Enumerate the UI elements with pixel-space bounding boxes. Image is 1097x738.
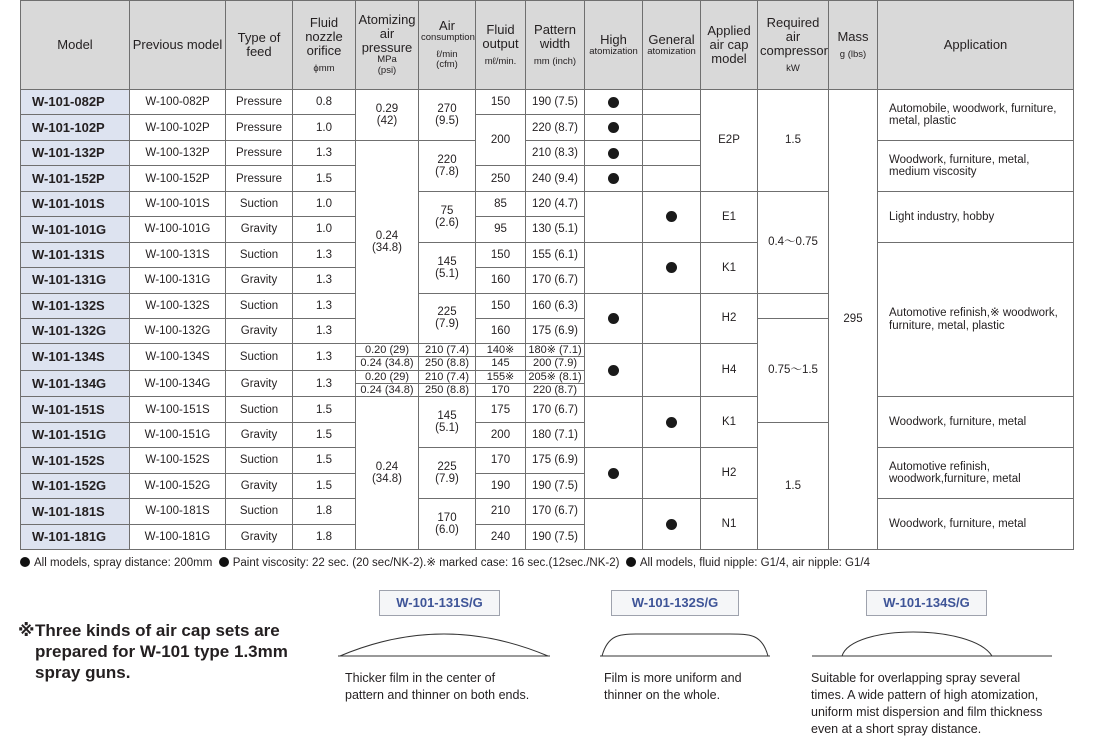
high-atomization-cell: [585, 242, 643, 293]
nozzle-cell: 1.8: [293, 499, 356, 524]
header-general-atomization: General atomization: [643, 1, 701, 90]
pattern-width-cell: 175 (6.9): [526, 448, 585, 473]
high-atomization-cell: [585, 344, 643, 397]
pattern-width-cell: 210 (8.3): [526, 140, 585, 165]
general-atomization-cell: [643, 448, 701, 499]
pattern-label-134: W-101-134S/G: [866, 590, 987, 616]
nozzle-cell: 1.3: [293, 318, 356, 343]
high-atomization-cell: [585, 448, 643, 499]
compressor-cell: 1.5: [758, 90, 829, 192]
fluid-output-cell: [476, 370, 526, 397]
general-atomization-cell: [643, 166, 701, 191]
air-consumption-cell: 145 (5.1): [419, 242, 476, 293]
application-cell: Woodwork, furniture, metal, medium viscosity: [878, 140, 1074, 191]
feed-cell: Suction: [226, 397, 293, 422]
feed-cell: Suction: [226, 191, 293, 216]
feed-cell: Suction: [226, 499, 293, 524]
previous-model-cell: W-100-181S: [130, 499, 226, 524]
high-atomization-cell: [585, 293, 643, 344]
model-cell: W-101-134S: [21, 344, 130, 371]
previous-model-cell: W-100-131S: [130, 242, 226, 267]
model-cell: W-101-102P: [21, 115, 130, 140]
nozzle-cell: 1.3: [293, 242, 356, 267]
split-value: 250 (8.8): [424, 383, 470, 396]
header-model: Model: [21, 1, 130, 90]
split-value: 0.24 (34.8): [360, 383, 414, 396]
previous-model-cell: W-100-102P: [130, 115, 226, 140]
pattern-132-shape: [600, 630, 770, 660]
nozzle-cell: 0.8: [293, 90, 356, 115]
model-cell: W-101-181G: [21, 524, 130, 549]
air-consumption-cell: 225 (7.9): [419, 448, 476, 499]
fluid-output-cell: 150: [476, 90, 526, 115]
high-atomization-dot: [608, 148, 619, 159]
split-value: 0.20 (29): [356, 371, 418, 384]
header-air-consumption: Air consumption ℓ/min (cfm): [419, 1, 476, 90]
note-mark: ※: [18, 621, 35, 640]
general-atomization-cell: [643, 397, 701, 448]
previous-model-cell: W-100-131G: [130, 268, 226, 293]
previous-model-cell: W-100-134G: [130, 370, 226, 397]
feed-cell: Pressure: [226, 115, 293, 140]
split-value: 205※ (8.1): [526, 371, 584, 384]
nozzle-cell: 1.5: [293, 422, 356, 447]
fluid-output-cell: 190: [476, 473, 526, 498]
split-value: 0.20 (29): [356, 344, 418, 357]
high-atomization-dot: [608, 97, 619, 108]
nozzle-cell: 1.3: [293, 293, 356, 318]
split-value: 145: [491, 357, 510, 370]
previous-model-cell: W-100-132S: [130, 293, 226, 318]
description-line: uniform mist dispersion and film thickness: [811, 705, 1043, 719]
feed-cell: Pressure: [226, 166, 293, 191]
air-consumption-cell: [419, 370, 476, 397]
air-cap-cell: H2: [701, 448, 758, 499]
split-value: 155※: [476, 371, 525, 384]
pattern-132-description: [604, 670, 742, 704]
previous-model-cell: W-100-101G: [130, 217, 226, 242]
model-cell: W-101-132G: [21, 318, 130, 343]
general-atomization-cell: [643, 242, 701, 293]
air-cap-note: Three kinds of air cap sets are prepared for W-101 type 1.3mm spray guns.: [35, 621, 288, 682]
feed-cell: Gravity: [226, 524, 293, 549]
split-value: 200 (7.9): [532, 357, 578, 370]
pattern-width-cell: 190 (7.5): [526, 524, 585, 549]
model-cell: W-101-151S: [21, 397, 130, 422]
footnote-item: All models, spray distance: 200mm: [34, 557, 213, 569]
nozzle-cell: 1.5: [293, 448, 356, 473]
high-atomization-dot: [608, 122, 619, 133]
split-value: 250 (8.8): [424, 357, 470, 370]
table-row: [21, 140, 1074, 165]
general-atomization-dot: [666, 262, 677, 273]
model-cell: W-101-152P: [21, 166, 130, 191]
fluid-output-cell: 200: [476, 422, 526, 447]
model-cell: W-101-131S: [21, 242, 130, 267]
feed-cell: Pressure: [226, 90, 293, 115]
bullet-icon: [626, 557, 636, 567]
air-cap-cell: H4: [701, 344, 758, 397]
compressor-cell: 0.4〜0.75: [758, 191, 829, 293]
air-consumption-cell: 225 (7.9): [419, 293, 476, 344]
application-cell: Automotive refinish,※ woodwork, furniture, metal, plastic: [878, 242, 1074, 397]
previous-model-cell: W-100-151G: [130, 422, 226, 447]
header-high-atomization: High atomization: [585, 1, 643, 90]
pattern-width-cell: 190 (7.5): [526, 90, 585, 115]
air-cap-cell: N1: [701, 499, 758, 550]
pattern-width-cell: 155 (6.1): [526, 242, 585, 267]
split-value: 210 (7.4): [419, 344, 475, 357]
general-atomization-cell: [643, 90, 701, 115]
description-line: Suitable for overlapping spray several: [811, 671, 1021, 685]
general-atomization-cell: [643, 191, 701, 242]
header-fluid-output: Fluid output mℓ/min.: [476, 1, 526, 90]
air-cap-cell: K1: [701, 397, 758, 448]
pattern-width-cell: 130 (5.1): [526, 217, 585, 242]
fluid-output-cell: 160: [476, 268, 526, 293]
nozzle-cell: 1.8: [293, 524, 356, 549]
high-atomization-cell: [585, 166, 643, 191]
nozzle-cell: 1.3: [293, 344, 356, 371]
spec-table-body: [21, 90, 1074, 550]
footnote: [20, 555, 870, 569]
feed-cell: Gravity: [226, 422, 293, 447]
high-atomization-cell: [585, 115, 643, 140]
previous-model-cell: W-100-151S: [130, 397, 226, 422]
fluid-output-cell: 85: [476, 191, 526, 216]
previous-model-cell: W-100-181G: [130, 524, 226, 549]
previous-model-cell: W-100-152G: [130, 473, 226, 498]
previous-model-cell: W-100-082P: [130, 90, 226, 115]
fluid-output-cell: 210: [476, 499, 526, 524]
description-line: times. A wide pattern of high atomization,: [811, 688, 1039, 702]
nozzle-cell: 1.5: [293, 397, 356, 422]
model-cell: W-101-152S: [21, 448, 130, 473]
pattern-width-cell: 170 (6.7): [526, 499, 585, 524]
nozzle-cell: 1.3: [293, 140, 356, 165]
high-atomization-cell: [585, 499, 643, 550]
fluid-output-cell: 150: [476, 242, 526, 267]
feed-cell: Gravity: [226, 370, 293, 397]
air-consumption-cell: 145 (5.1): [419, 397, 476, 448]
pattern-label-132: W-101-132S/G: [611, 590, 739, 616]
fluid-output-cell: 250: [476, 166, 526, 191]
high-atomization-cell: [585, 90, 643, 115]
air-cap-cell: H2: [701, 293, 758, 344]
split-value: 140※: [476, 344, 525, 357]
model-cell: W-101-132P: [21, 140, 130, 165]
header-previous-model: Previous model: [130, 1, 226, 90]
pressure-cell: 0.24 (34.8): [356, 140, 419, 344]
model-cell: W-101-181S: [21, 499, 130, 524]
pattern-label-131: W-101-131S/G: [379, 590, 500, 616]
table-row: [21, 448, 1074, 473]
header-application: Application: [878, 1, 1074, 90]
header-pattern-width: Pattern width mm (inch): [526, 1, 585, 90]
air-consumption-cell: 170 (6.0): [419, 499, 476, 550]
description-line: thinner on the whole.: [604, 688, 721, 702]
model-cell: W-101-101G: [21, 217, 130, 242]
previous-model-cell: W-100-152P: [130, 166, 226, 191]
pattern-134-shape: [812, 630, 1052, 660]
feed-cell: Suction: [226, 242, 293, 267]
header-type-of-feed: Type of feed: [226, 1, 293, 90]
pattern-131-description: [345, 670, 529, 704]
nozzle-cell: 1.0: [293, 217, 356, 242]
feed-cell: Gravity: [226, 318, 293, 343]
air-consumption-cell: [419, 344, 476, 371]
previous-model-cell: W-100-132P: [130, 140, 226, 165]
general-atomization-cell: [643, 499, 701, 550]
air-consumption-cell: 220 (7.8): [419, 140, 476, 191]
compressor-cell: 1.5: [758, 422, 829, 549]
pattern-width-cell: 170 (6.7): [526, 268, 585, 293]
table-row: [21, 397, 1074, 422]
previous-model-cell: W-100-132G: [130, 318, 226, 343]
general-atomization-dot: [666, 519, 677, 530]
pattern-width-cell: 180 (7.1): [526, 422, 585, 447]
application-cell: Automotive refinish, woodwork,furniture, metal: [878, 448, 1074, 499]
air-consumption-cell: 75 (2.6): [419, 191, 476, 242]
high-atomization-cell: [585, 397, 643, 448]
bullet-icon: [219, 557, 229, 567]
pattern-width-cell: [526, 370, 585, 397]
pattern-width-cell: 220 (8.7): [526, 115, 585, 140]
previous-model-cell: W-100-134S: [130, 344, 226, 371]
application-cell: Woodwork, furniture, metal: [878, 397, 1074, 448]
air-cap-cell: E2P: [701, 90, 758, 192]
high-atomization-dot: [608, 365, 619, 376]
nozzle-cell: 1.0: [293, 115, 356, 140]
high-atomization-dot: [608, 313, 619, 324]
model-cell: W-101-132S: [21, 293, 130, 318]
header-air-cap: Applied air cap model: [701, 1, 758, 90]
pattern-width-cell: [526, 344, 585, 371]
split-value: 170: [491, 383, 510, 396]
pattern-width-cell: 170 (6.7): [526, 397, 585, 422]
general-atomization-cell: [643, 115, 701, 140]
feed-cell: Suction: [226, 293, 293, 318]
footnote-item: Paint viscosity: 22 sec. (20 sec/NK-2).※ marked case: 16 sec.(12sec./NK-2): [232, 557, 620, 569]
pressure-cell: [356, 370, 419, 397]
split-value: 0.24 (34.8): [360, 357, 414, 370]
feed-cell: Gravity: [226, 473, 293, 498]
previous-model-cell: W-100-152S: [130, 448, 226, 473]
header-compressor: Required air compressor kW: [758, 1, 829, 90]
model-cell: W-101-101S: [21, 191, 130, 216]
header-atomizing-pressure: Atomizing air pressure MPa (psi): [356, 1, 419, 90]
pattern-width-cell: 175 (6.9): [526, 318, 585, 343]
description-line: pattern and thinner on both ends.: [345, 688, 530, 702]
split-value: 210 (7.4): [419, 371, 475, 384]
pattern-width-cell: 240 (9.4): [526, 166, 585, 191]
feed-cell: Gravity: [226, 217, 293, 242]
description-line: Thicker film in the center of: [345, 671, 496, 685]
feed-cell: Gravity: [226, 268, 293, 293]
general-atomization-dot: [666, 417, 677, 428]
nozzle-cell: 1.3: [293, 370, 356, 397]
spec-table: [20, 0, 1074, 550]
general-atomization-dot: [666, 211, 677, 222]
footnote-item: All models, fluid nipple: G1/4, air nipple: G1/4: [639, 557, 870, 569]
general-atomization-cell: [643, 344, 701, 397]
high-atomization-cell: [585, 191, 643, 242]
feed-cell: Suction: [226, 344, 293, 371]
header-fluid-nozzle: Fluid nozzle orifice ϕmm: [293, 1, 356, 90]
pressure-cell: 0.24 (34.8): [356, 397, 419, 550]
model-cell: W-101-131G: [21, 268, 130, 293]
air-cap-cell: K1: [701, 242, 758, 293]
feed-cell: Pressure: [226, 140, 293, 165]
pattern-width-cell: 160 (6.3): [526, 293, 585, 318]
air-cap-cell: E1: [701, 191, 758, 242]
pressure-cell: [356, 344, 419, 371]
fluid-output-cell: 150: [476, 293, 526, 318]
pressure-cell: 0.29 (42): [356, 90, 419, 141]
model-cell: W-101-151G: [21, 422, 130, 447]
pattern-width-cell: 190 (7.5): [526, 473, 585, 498]
high-atomization-dot: [608, 468, 619, 479]
nozzle-cell: 1.5: [293, 166, 356, 191]
fluid-output-cell: 240: [476, 524, 526, 549]
fluid-output-cell: 175: [476, 397, 526, 422]
split-value: 220 (8.7): [532, 383, 578, 396]
general-atomization-cell: [643, 140, 701, 165]
nozzle-cell: 1.5: [293, 473, 356, 498]
header-mass: Mass g (lbs): [829, 1, 878, 90]
nozzle-cell: 1.3: [293, 268, 356, 293]
description-line: Film is more uniform and: [604, 671, 742, 685]
previous-model-cell: W-100-101S: [130, 191, 226, 216]
feed-cell: Suction: [226, 448, 293, 473]
fluid-output-cell: 160: [476, 318, 526, 343]
fluid-output-cell: 170: [476, 448, 526, 473]
application-cell: Woodwork, furniture, metal: [878, 499, 1074, 550]
high-atomization-dot: [608, 173, 619, 184]
mass-cell: 295: [829, 90, 878, 550]
application-cell: Automobile, woodwork, furniture, metal, plastic: [878, 90, 1074, 141]
fluid-output-cell: [476, 344, 526, 371]
nozzle-cell: 1.0: [293, 191, 356, 216]
air-consumption-cell: 270 (9.5): [419, 90, 476, 141]
fluid-output-cell: 95: [476, 217, 526, 242]
model-cell: W-101-082P: [21, 90, 130, 115]
pattern-131-shape: [338, 630, 550, 660]
fluid-output-cell: 200: [476, 115, 526, 166]
pattern-width-cell: 120 (4.7): [526, 191, 585, 216]
general-atomization-cell: [643, 293, 701, 344]
table-row: [21, 242, 1074, 267]
table-row: [21, 499, 1074, 524]
table-row: [21, 90, 1074, 115]
model-cell: W-101-152G: [21, 473, 130, 498]
application-cell: Light industry, hobby: [878, 191, 1074, 242]
high-atomization-cell: [585, 140, 643, 165]
bullet-icon: [20, 557, 30, 567]
model-cell: W-101-134G: [21, 370, 130, 397]
compressor-cell: 0.75〜1.5: [758, 318, 829, 422]
split-value: 180※ (7.1): [526, 344, 584, 357]
description-line: even at a short spray distance.: [811, 722, 982, 736]
table-row: [21, 191, 1074, 216]
pattern-134-description: [811, 670, 1042, 738]
